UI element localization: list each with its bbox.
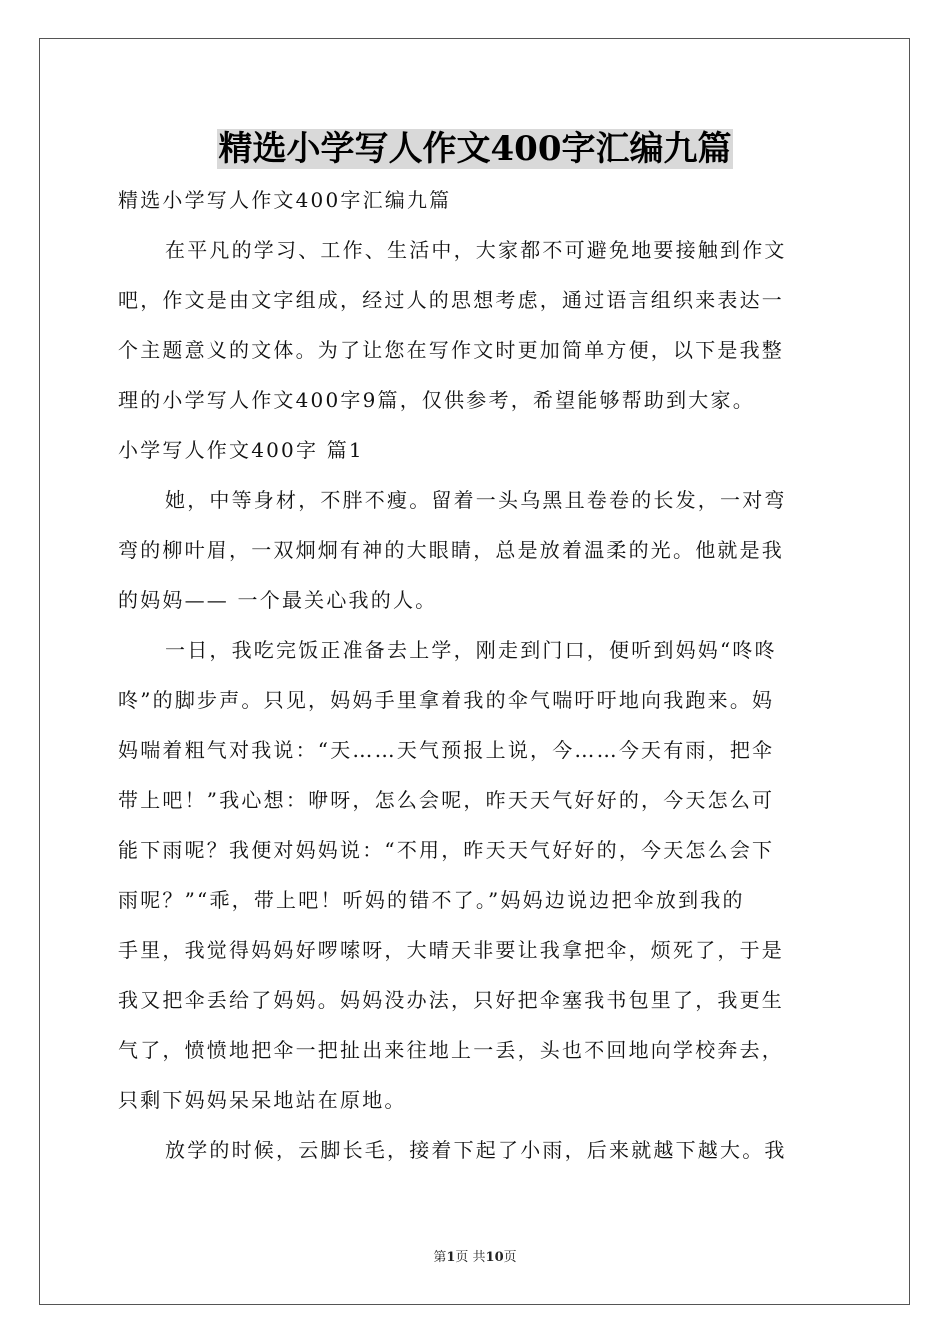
footer-prefix: 第 [433, 1250, 447, 1265]
footer-total-pages: 10 [485, 1250, 504, 1265]
document-subtitle: 精选小学写人作文400字汇编九篇 [118, 188, 452, 212]
paragraph-line: 气了，愤愤地把伞一把扯出来往地上一丢，头也不回地向学校奔去， [118, 1038, 784, 1062]
paragraph-line: 能下雨呢？我便对妈妈说：“不用，昨天天气好好的，今天怎么会下 [118, 838, 775, 862]
paragraph-line: 我又把伞丢给了妈妈。妈妈没办法，只好把伞塞我书包里了，我更生 [118, 988, 784, 1012]
footer-current-page: 1 [446, 1250, 456, 1265]
paragraph-line: 在平凡的学习、工作、生活中，大家都不可避免地要接触到作文 [165, 238, 787, 262]
paragraph-line: 雨呢？”“乖，带上吧！听妈的错不了。”妈妈边说边把伞放到我的 [118, 888, 745, 912]
paragraph-line: 个主题意义的文体。为了让您在写作文时更加简单方便，以下是我整 [118, 338, 784, 362]
page-footer [0, 1246, 950, 1265]
paragraph-line: 弯的柳叶眉，一双炯炯有神的大眼睛，总是放着温柔的光。他就是我 [118, 538, 784, 562]
paragraph-line: 理的小学写人作文400字9篇，仅供参考，希望能够帮助到大家。 [118, 388, 755, 412]
paragraph-line: 吧，作文是由文字组成，经过人的思想考虑，通过语言组织来表达一 [118, 288, 784, 312]
section-heading: 小学写人作文400字 篇1 [118, 438, 364, 462]
footer-middle: 页 共 [455, 1250, 486, 1265]
paragraph-line: 只剩下妈妈呆呆地站在原地。 [118, 1088, 407, 1112]
footer-suffix: 页 [503, 1250, 517, 1265]
paragraph-line: 她，中等身材，不胖不瘦。留着一头乌黑且卷卷的长发，一对弯 [165, 488, 787, 512]
paragraph-line: 的妈妈—— 一个最关心我的人。 [118, 588, 438, 612]
paragraph-line: 妈喘着粗气对我说：“天……天气预报上说，今……今天有雨，把伞 [118, 738, 775, 762]
paragraph-line: 手里，我觉得妈妈好啰嗦呀，大晴天非要让我拿把伞，烦死了，于是 [118, 938, 784, 962]
paragraph-line: 放学的时候，云脚长毛，接着下起了小雨，后来就越下越大。我 [165, 1138, 787, 1162]
paragraph-line: 带上吧！”我心想：咿呀，怎么会呢，昨天天气好好的，今天怎么可 [118, 788, 775, 812]
page-border [39, 38, 910, 1305]
document-title-text: 精选小学写人作文400字汇编九篇 [218, 129, 732, 169]
document-title [0, 127, 950, 171]
paragraph-line: 咚”的脚步声。只见，妈妈手里拿着我的伞气喘吁吁地向我跑来。妈 [118, 688, 775, 712]
paragraph-line: 一日，我吃完饭正准备去上学，刚走到门口，便听到妈妈“咚咚 [165, 638, 777, 662]
